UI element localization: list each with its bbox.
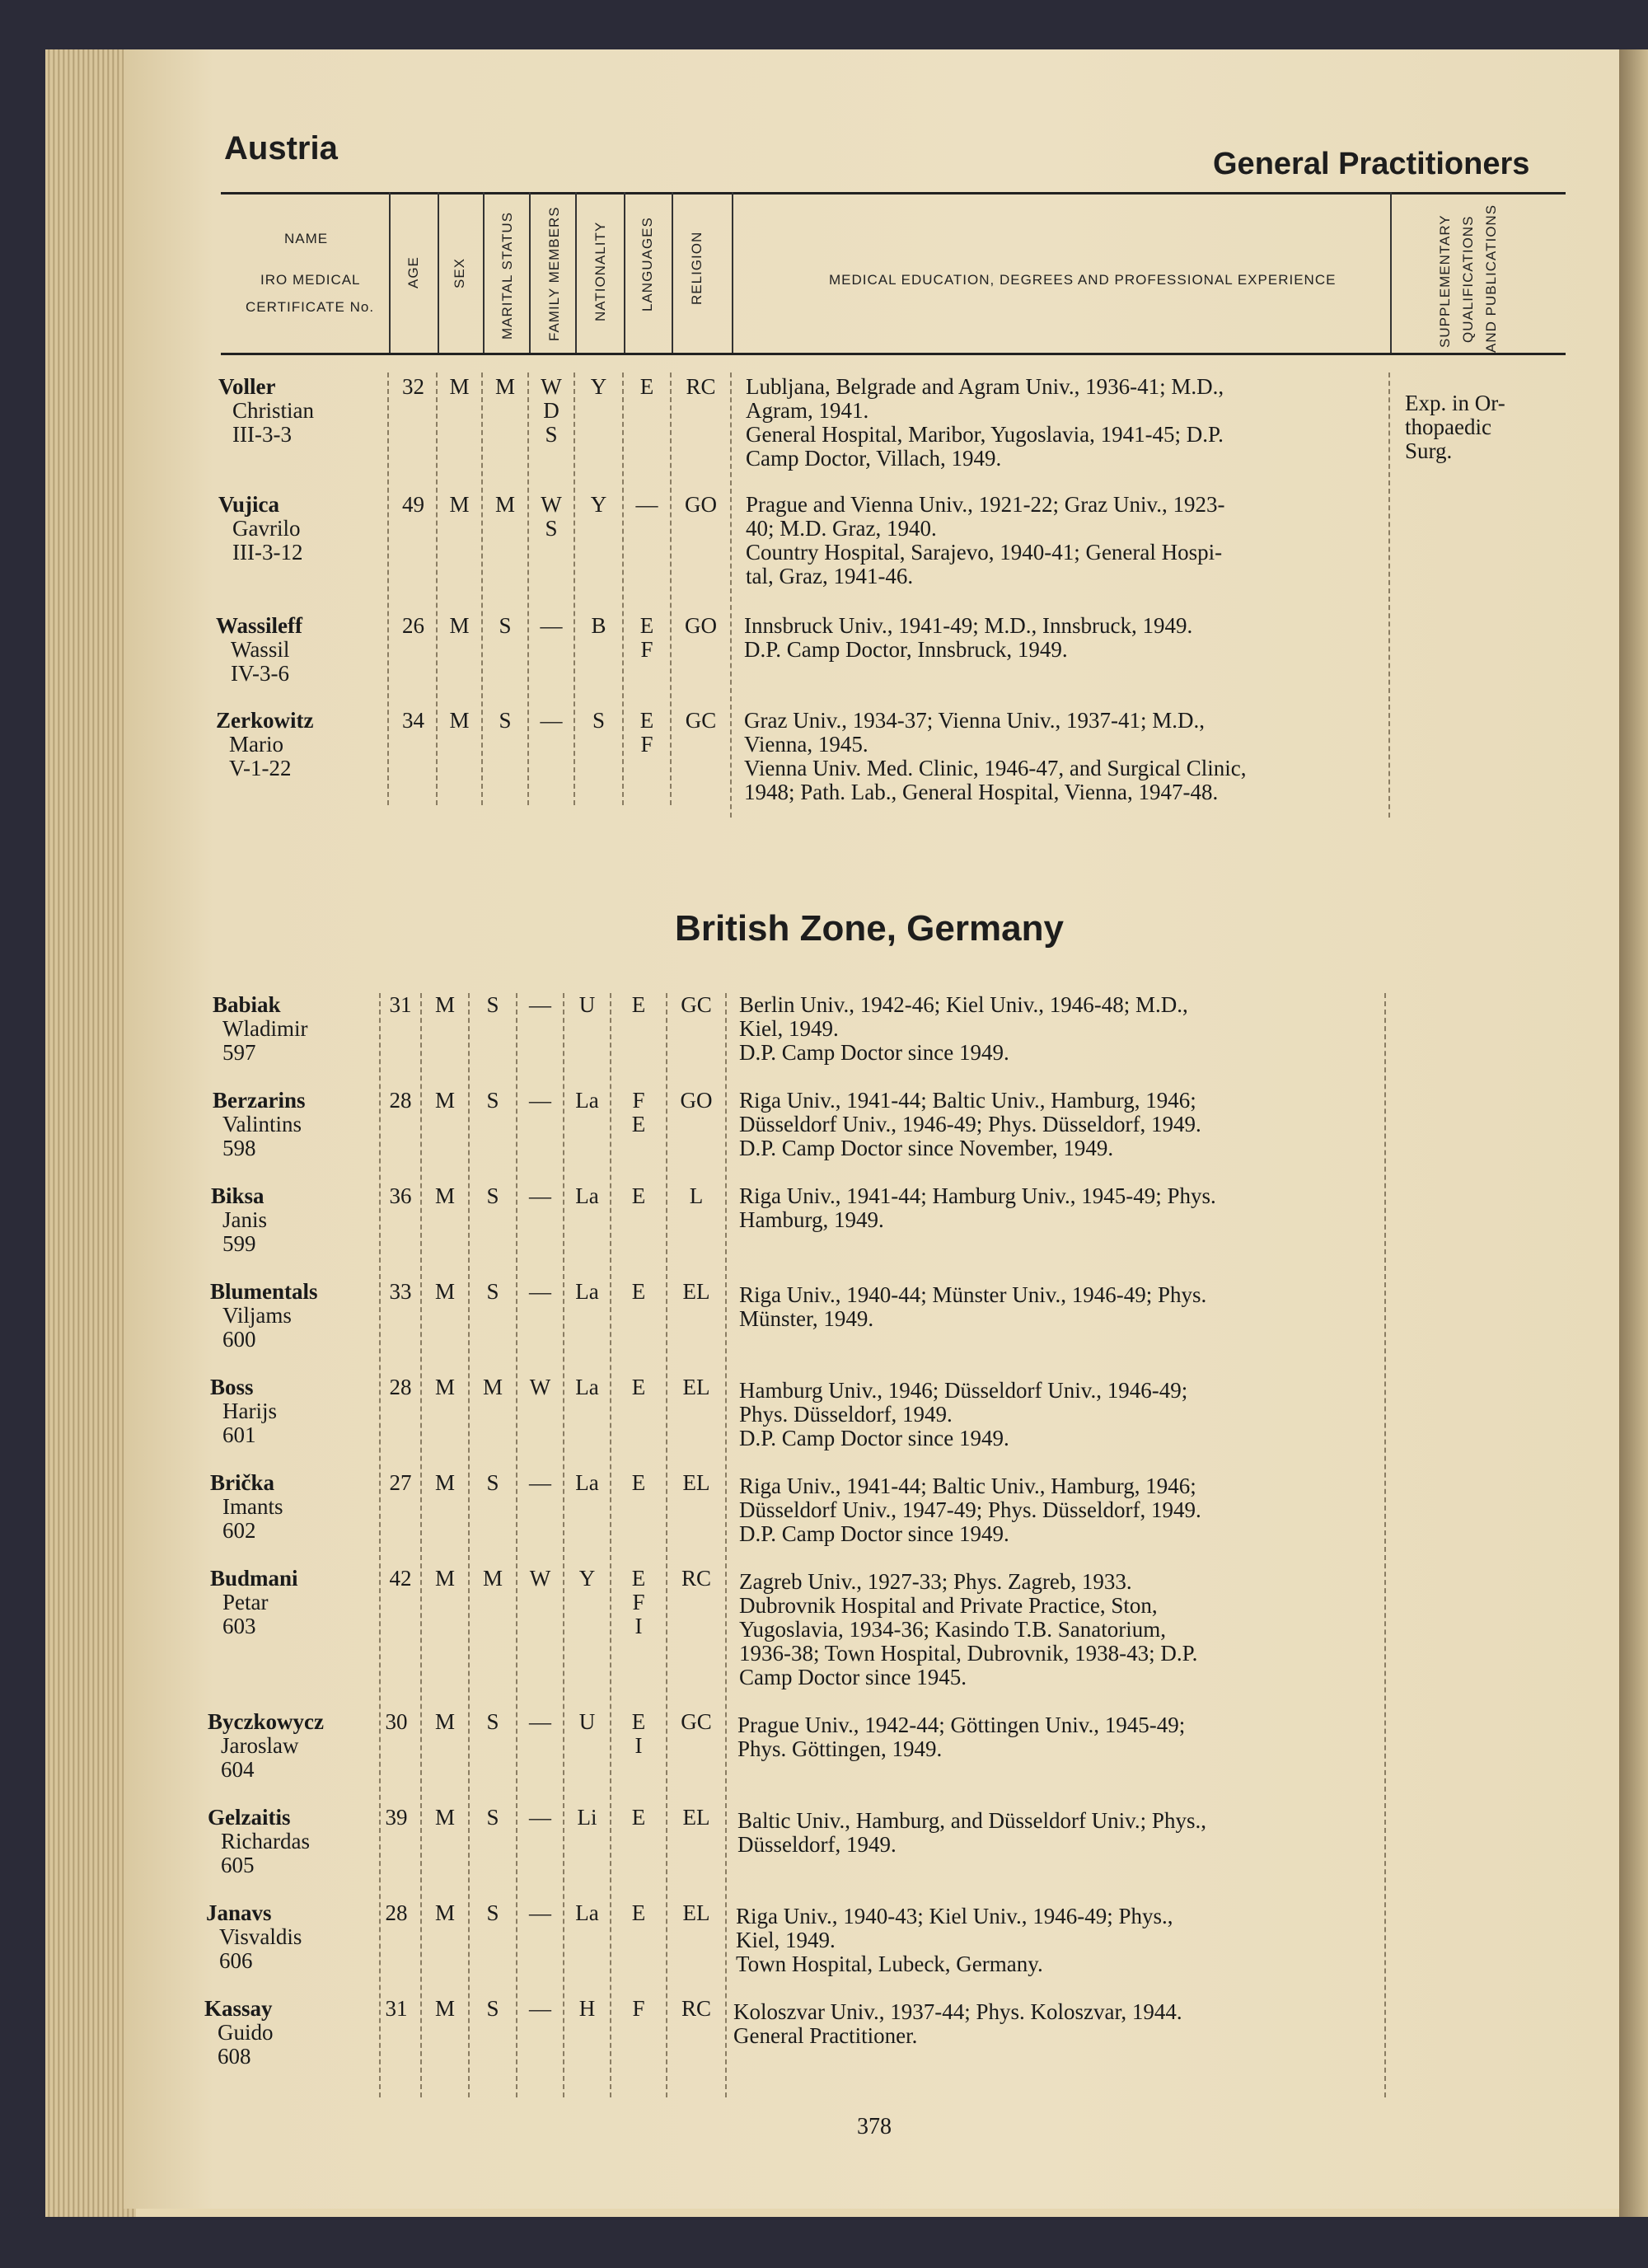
nationality-cell: La bbox=[575, 1088, 599, 1113]
family-cell: — bbox=[529, 1996, 551, 2021]
doctor-given-name: Harijs bbox=[222, 1399, 277, 1423]
marital-cell: S bbox=[486, 1996, 499, 2021]
doctor-surname: Byczkowycz bbox=[208, 1709, 324, 1734]
religion-cell: GO bbox=[685, 492, 717, 517]
doctor-surname: Boss bbox=[210, 1375, 254, 1399]
col-iro-label: IRO MEDICAL bbox=[260, 272, 361, 288]
education-line: Prague and Vienna Univ., 1921-22; Graz Univ., 1923- bbox=[746, 492, 1225, 517]
education-line: General Practitioner. bbox=[733, 2023, 918, 2048]
age-cell: 36 bbox=[389, 1183, 412, 1208]
education-line: Hamburg, 1949. bbox=[739, 1207, 884, 1232]
doctor-surname: Babiak bbox=[213, 992, 281, 1017]
doctor-surname: Biksa bbox=[211, 1183, 265, 1208]
education-line: Phys. Göttingen, 1949. bbox=[737, 1736, 943, 1761]
section-title: British Zone, Germany bbox=[675, 908, 1064, 949]
religion-cell: RC bbox=[681, 1566, 712, 1591]
doctor-surname: Janavs bbox=[206, 1900, 272, 1925]
doctor-surname: Brička bbox=[210, 1470, 274, 1495]
sex-cell: M bbox=[449, 374, 470, 399]
education-line: Lubljana, Belgrade and Agram Univ., 1936-41; M.D., bbox=[746, 374, 1224, 399]
education-line: 1948; Path. Lab., General Hospital, Vienna, 1947-48. bbox=[744, 780, 1219, 804]
family-cell: S bbox=[545, 516, 558, 541]
certificate-number: 600 bbox=[222, 1327, 256, 1352]
family-cell: — bbox=[529, 1183, 551, 1208]
doctor-surname: Zerkowitz bbox=[216, 708, 314, 733]
hdr-sep bbox=[483, 192, 485, 353]
education-line: Vienna Univ. Med. Clinic, 1946-47, and Surgical Clinic, bbox=[744, 756, 1247, 780]
col-family-label: FAMILY MEMBERS bbox=[546, 206, 562, 341]
family-cell: — bbox=[529, 1709, 551, 1734]
hdr-sep bbox=[529, 192, 531, 353]
languages-cell: F bbox=[640, 732, 653, 757]
languages-cell: E bbox=[631, 1566, 646, 1591]
marital-cell: M bbox=[494, 492, 515, 517]
col-education-label: MEDICAL EDUCATION, DEGREES AND PROFESSIONAL EXPERIENCE bbox=[829, 272, 1337, 288]
education-line: Vienna, 1945. bbox=[744, 732, 868, 757]
family-cell: — bbox=[529, 1900, 551, 1925]
marital-cell: M bbox=[482, 1566, 503, 1591]
doctor-given-name: Imants bbox=[222, 1494, 283, 1519]
age-cell: 34 bbox=[402, 708, 424, 733]
doctor-given-name: Valintins bbox=[222, 1112, 302, 1136]
education-line: Riga Univ., 1940-44; Münster Univ., 1946-49; Phys. bbox=[739, 1282, 1207, 1307]
languages-cell: F bbox=[632, 1590, 645, 1614]
header-top-rule bbox=[221, 192, 1566, 194]
family-cell: — bbox=[529, 1805, 551, 1830]
languages-cell: E bbox=[639, 374, 654, 399]
religion-cell: GC bbox=[681, 1709, 712, 1734]
education-line: Innsbruck Univ., 1941-49; M.D., Innsbruck, 1949. bbox=[744, 613, 1193, 638]
doctor-surname: Gelzaitis bbox=[208, 1805, 291, 1830]
family-cell: S bbox=[545, 422, 558, 447]
languages-cell: I bbox=[634, 1733, 643, 1758]
supplementary-line: Surg. bbox=[1405, 438, 1453, 463]
sex-cell: M bbox=[434, 1805, 455, 1830]
col-sep bbox=[481, 373, 483, 805]
nationality-cell: La bbox=[575, 1900, 599, 1925]
sex-cell: M bbox=[434, 992, 455, 1017]
nationality-cell: La bbox=[575, 1183, 599, 1208]
doctor-given-name: Janis bbox=[222, 1207, 267, 1232]
age-cell: 30 bbox=[385, 1709, 408, 1734]
age-cell: 28 bbox=[389, 1375, 412, 1399]
family-cell: W bbox=[541, 374, 562, 399]
languages-cell: F bbox=[632, 1996, 645, 2021]
doctor-given-name: Richardas bbox=[221, 1829, 310, 1853]
education-line: Kiel, 1949. bbox=[736, 1928, 836, 1952]
languages-cell: E bbox=[631, 1805, 646, 1830]
religion-cell: RC bbox=[686, 374, 716, 399]
languages-cell: E bbox=[631, 1470, 646, 1495]
hdr-sep bbox=[672, 192, 673, 353]
sex-cell: M bbox=[449, 492, 470, 517]
certificate-number: 603 bbox=[222, 1614, 256, 1638]
doctor-surname: Wassileff bbox=[216, 613, 302, 638]
age-cell: 28 bbox=[389, 1088, 412, 1113]
sex-cell: M bbox=[449, 708, 470, 733]
marital-cell: S bbox=[486, 1088, 499, 1113]
education-line: Graz Univ., 1934-37; Vienna Univ., 1937-41; M.D., bbox=[744, 708, 1206, 733]
nationality-cell: S bbox=[592, 708, 606, 733]
doctor-surname: Blumentals bbox=[210, 1279, 318, 1304]
religion-cell: GC bbox=[685, 708, 717, 733]
certificate-number: 601 bbox=[222, 1422, 256, 1447]
religion-cell: L bbox=[689, 1183, 704, 1208]
marital-cell: S bbox=[486, 1805, 499, 1830]
col-sep bbox=[379, 993, 381, 2097]
religion-cell: EL bbox=[682, 1900, 710, 1925]
col-sep bbox=[725, 993, 727, 2097]
certificate-number: 597 bbox=[222, 1040, 256, 1065]
col-nationality-label: NATIONALITY bbox=[592, 221, 608, 321]
education-line: Prague Univ., 1942-44; Göttingen Univ., 1945-49; bbox=[737, 1713, 1186, 1737]
col-supp-label-1: SUPPLEMENTARY bbox=[1437, 214, 1453, 348]
family-cell: D bbox=[543, 398, 559, 423]
education-line: D.P. Camp Doctor since 1949. bbox=[739, 1521, 1009, 1546]
languages-cell: E bbox=[631, 1375, 646, 1399]
hdr-sep bbox=[732, 192, 733, 353]
hdr-sep bbox=[1390, 192, 1392, 353]
nationality-cell: La bbox=[575, 1375, 599, 1399]
education-line: Hamburg Univ., 1946; Düsseldorf Univ., 1946-49; bbox=[739, 1378, 1188, 1403]
sex-cell: M bbox=[434, 1566, 455, 1591]
certificate-number: 604 bbox=[221, 1757, 255, 1782]
family-cell: W bbox=[541, 492, 562, 517]
col-sep bbox=[666, 993, 667, 2097]
languages-cell: E bbox=[631, 1900, 646, 1925]
col-sep bbox=[436, 373, 438, 805]
education-line: Berlin Univ., 1942-46; Kiel Univ., 1946-48; M.D., bbox=[739, 992, 1188, 1017]
doctor-given-name: Gavrilo bbox=[232, 516, 301, 541]
family-cell: — bbox=[529, 992, 551, 1017]
certificate-number: 606 bbox=[219, 1948, 253, 1973]
education-line: Town Hospital, Lubeck, Germany. bbox=[736, 1952, 1043, 1976]
sex-cell: M bbox=[434, 1279, 455, 1304]
age-cell: 31 bbox=[389, 992, 412, 1017]
education-line: Düsseldorf, 1949. bbox=[737, 1832, 897, 1857]
nationality-cell: Li bbox=[577, 1805, 597, 1830]
education-line: 1936-38; Town Hospital, Dubrovnik, 1938-43; D.P. bbox=[739, 1641, 1198, 1666]
languages-cell: I bbox=[634, 1614, 643, 1638]
education-line: Yugoslavia, 1934-36; Kasindo T.B. Sanatorium, bbox=[739, 1617, 1166, 1642]
family-cell: — bbox=[529, 1279, 551, 1304]
education-line: Phys. Düsseldorf, 1949. bbox=[739, 1402, 953, 1427]
col-cert-label: CERTIFICATE No. bbox=[246, 299, 375, 315]
religion-cell: GO bbox=[685, 613, 717, 638]
education-line: Baltic Univ., Hamburg, and Düsseldorf Univ.; Phys., bbox=[737, 1808, 1206, 1833]
languages-cell: E bbox=[639, 613, 654, 638]
certificate-number: 605 bbox=[221, 1853, 255, 1877]
doctor-given-name: Guido bbox=[218, 2020, 274, 2045]
header-bottom-rule bbox=[221, 353, 1566, 355]
supplementary-line: Exp. in Or- bbox=[1405, 391, 1505, 415]
certificate-number: 598 bbox=[222, 1136, 256, 1160]
certificate-number: IV-3-6 bbox=[231, 661, 289, 686]
certificate-number: III-3-12 bbox=[232, 540, 303, 565]
religion-cell: GO bbox=[680, 1088, 713, 1113]
family-cell: W bbox=[529, 1375, 551, 1399]
religion-cell: GC bbox=[681, 992, 712, 1017]
col-sep bbox=[387, 373, 389, 805]
age-cell: 33 bbox=[389, 1279, 412, 1304]
doctor-given-name: Christian bbox=[232, 398, 314, 423]
languages-cell: E bbox=[631, 1709, 646, 1734]
doctor-surname: Budmani bbox=[210, 1566, 298, 1591]
languages-cell: E bbox=[631, 1279, 646, 1304]
hdr-sep bbox=[575, 192, 577, 353]
doctor-given-name: Mario bbox=[229, 732, 283, 757]
hdr-sep bbox=[389, 192, 391, 353]
nationality-cell: H bbox=[578, 1996, 596, 2021]
age-cell: 32 bbox=[402, 374, 424, 399]
doctor-given-name: Wladimir bbox=[222, 1016, 308, 1041]
family-cell: — bbox=[540, 613, 563, 638]
education-line: Düsseldorf Univ., 1946-49; Phys. Düsseldorf, 1949. bbox=[739, 1112, 1201, 1136]
family-cell: — bbox=[540, 708, 563, 733]
religion-cell: RC bbox=[681, 1996, 712, 2021]
doctor-given-name: Visvaldis bbox=[219, 1924, 302, 1949]
col-sep bbox=[1388, 373, 1390, 818]
col-sep bbox=[563, 993, 564, 2097]
col-sep bbox=[670, 373, 672, 805]
marital-cell: S bbox=[486, 1709, 499, 1734]
education-line: Country Hospital, Sarajevo, 1940-41; General Hospi- bbox=[746, 540, 1223, 565]
col-supp-label-3: AND PUBLICATIONS bbox=[1483, 204, 1499, 353]
education-line: Agram, 1941. bbox=[746, 398, 869, 423]
religion-cell: EL bbox=[682, 1375, 710, 1399]
languages-cell: F bbox=[640, 637, 653, 662]
marital-cell: S bbox=[486, 1900, 499, 1925]
education-line: D.P. Camp Doctor since 1949. bbox=[739, 1426, 1009, 1450]
running-header-country: Austria bbox=[224, 130, 338, 166]
certificate-number: 599 bbox=[222, 1231, 256, 1256]
education-line: Riga Univ., 1941-44; Hamburg Univ., 1945-49; Phys. bbox=[739, 1183, 1216, 1208]
family-cell: — bbox=[529, 1470, 551, 1495]
marital-cell: M bbox=[482, 1375, 503, 1399]
running-header-category: General Practitioners bbox=[1213, 147, 1530, 181]
col-languages-label: LANGUAGES bbox=[639, 217, 655, 312]
education-line: Camp Doctor, Villach, 1949. bbox=[746, 446, 1002, 471]
languages-cell: E bbox=[631, 992, 646, 1017]
page-edges bbox=[45, 49, 136, 2217]
marital-cell: S bbox=[486, 1279, 499, 1304]
family-cell: — bbox=[529, 1088, 551, 1113]
supplementary-line: thopaedic bbox=[1405, 415, 1491, 439]
nationality-cell: Y bbox=[590, 374, 607, 399]
sex-cell: M bbox=[434, 1375, 455, 1399]
col-religion-label: RELIGION bbox=[689, 231, 705, 305]
education-line: Riga Univ., 1940-43; Kiel Univ., 1946-49; Phys., bbox=[736, 1904, 1173, 1928]
education-line: General Hospital, Maribor, Yugoslavia, 1941-45; D.P. bbox=[746, 422, 1224, 447]
nationality-cell: Y bbox=[590, 492, 607, 517]
doctor-given-name: Wassil bbox=[231, 637, 290, 662]
nationality-cell: La bbox=[575, 1470, 599, 1495]
nationality-cell: U bbox=[578, 1709, 596, 1734]
col-sep bbox=[468, 993, 470, 2097]
nationality-cell: U bbox=[578, 992, 596, 1017]
age-cell: 26 bbox=[402, 613, 424, 638]
age-cell: 42 bbox=[389, 1566, 412, 1591]
doctor-surname: Vujica bbox=[218, 492, 280, 517]
marital-cell: S bbox=[486, 992, 499, 1017]
col-sep bbox=[730, 373, 732, 818]
doctor-surname: Berzarins bbox=[213, 1088, 306, 1113]
sex-cell: M bbox=[434, 1900, 455, 1925]
nationality-cell: Y bbox=[578, 1566, 596, 1591]
col-sep bbox=[574, 373, 575, 805]
col-age-label: AGE bbox=[405, 256, 421, 288]
sex-cell: M bbox=[434, 1088, 455, 1113]
doctor-given-name: Viljams bbox=[222, 1303, 292, 1328]
doctor-given-name: Jaroslaw bbox=[221, 1733, 299, 1758]
marital-cell: S bbox=[486, 1470, 499, 1495]
education-line: Camp Doctor since 1945. bbox=[739, 1665, 967, 1689]
religion-cell: EL bbox=[682, 1470, 710, 1495]
sex-cell: M bbox=[449, 613, 470, 638]
marital-cell: M bbox=[494, 374, 515, 399]
age-cell: 39 bbox=[385, 1805, 408, 1830]
col-sex-label: SEX bbox=[452, 257, 467, 288]
marital-cell: S bbox=[499, 613, 512, 638]
nationality-cell: B bbox=[591, 613, 606, 638]
doctor-surname: Kassay bbox=[204, 1996, 273, 2021]
sex-cell: M bbox=[434, 1996, 455, 2021]
hdr-sep bbox=[438, 192, 439, 353]
certificate-number: 602 bbox=[222, 1518, 256, 1543]
education-line: Kiel, 1949. bbox=[739, 1016, 839, 1041]
col-supp-label-2: QUALIFICATIONS bbox=[1460, 215, 1476, 343]
education-line: Zagreb Univ., 1927-33; Phys. Zagreb, 1933. bbox=[739, 1569, 1132, 1594]
col-sep bbox=[1384, 993, 1386, 2097]
education-line: Dubrovnik Hospital and Private Practice, Ston, bbox=[739, 1593, 1158, 1618]
education-line: tal, Graz, 1941-46. bbox=[746, 564, 914, 588]
education-line: Riga Univ., 1941-44; Baltic Univ., Hamburg, 1946; bbox=[739, 1474, 1196, 1498]
col-sep bbox=[610, 993, 611, 2097]
languages-cell: E bbox=[639, 708, 654, 733]
col-sep bbox=[420, 993, 422, 2097]
doctor-surname: Voller bbox=[218, 374, 276, 399]
languages-cell: E bbox=[631, 1183, 646, 1208]
religion-cell: EL bbox=[682, 1805, 710, 1830]
family-cell: W bbox=[529, 1566, 551, 1591]
age-cell: 27 bbox=[389, 1470, 412, 1495]
education-line: D.P. Camp Doctor since November, 1949. bbox=[739, 1136, 1114, 1160]
page-number: 378 bbox=[857, 2114, 892, 2139]
age-cell: 28 bbox=[385, 1900, 408, 1925]
languages-cell: F bbox=[632, 1088, 645, 1113]
languages-cell: — bbox=[635, 492, 658, 517]
education-line: Düsseldorf Univ., 1947-49; Phys. Düsseldorf, 1949. bbox=[739, 1497, 1201, 1522]
doctor-given-name: Petar bbox=[222, 1590, 269, 1614]
certificate-number: 608 bbox=[218, 2044, 251, 2069]
religion-cell: EL bbox=[682, 1279, 710, 1304]
education-line: D.P. Camp Doctor, Innsbruck, 1949. bbox=[744, 637, 1068, 662]
age-cell: 31 bbox=[385, 1996, 408, 2021]
age-cell: 49 bbox=[402, 492, 424, 517]
education-line: Riga Univ., 1941-44; Baltic Univ., Hamburg, 1946; bbox=[739, 1088, 1196, 1113]
education-line: Koloszvar Univ., 1937-44; Phys. Koloszvar, 1944. bbox=[733, 1999, 1182, 2024]
certificate-number: V-1-22 bbox=[229, 756, 292, 780]
sex-cell: M bbox=[434, 1709, 455, 1734]
sex-cell: M bbox=[434, 1470, 455, 1495]
facing-page-edge bbox=[1619, 49, 1648, 2217]
certificate-number: III-3-3 bbox=[232, 422, 292, 447]
hdr-sep bbox=[624, 192, 625, 353]
education-line: 40; M.D. Graz, 1940. bbox=[746, 516, 937, 541]
languages-cell: E bbox=[631, 1112, 646, 1136]
col-sep bbox=[516, 993, 517, 2097]
education-line: D.P. Camp Doctor since 1949. bbox=[739, 1040, 1009, 1065]
nationality-cell: La bbox=[575, 1279, 599, 1304]
sex-cell: M bbox=[434, 1183, 455, 1208]
marital-cell: S bbox=[499, 708, 512, 733]
col-name-label: NAME bbox=[284, 231, 329, 246]
marital-cell: S bbox=[486, 1183, 499, 1208]
education-line: Münster, 1949. bbox=[739, 1306, 874, 1331]
col-marital-label: MARITAL STATUS bbox=[499, 211, 515, 340]
